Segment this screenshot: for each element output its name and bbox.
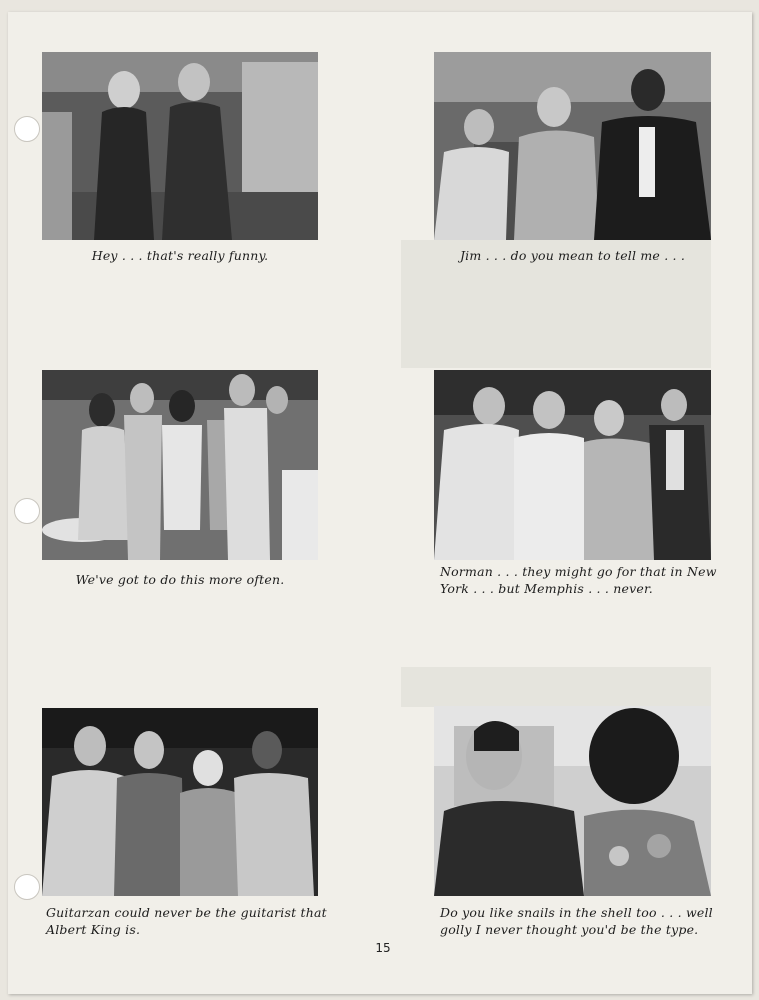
binder-hole-bottom — [14, 874, 40, 900]
binder-hole-middle — [14, 498, 40, 524]
photo-1 — [42, 52, 318, 240]
photo-2-caption — [434, 247, 711, 264]
caption-line: Jim . . . do you mean to tell me . . . — [459, 248, 686, 263]
photo-2 — [434, 52, 711, 240]
caption-line: York . . . but Memphis . . . never. — [440, 581, 653, 596]
caption-line: Albert King is. — [46, 922, 141, 937]
photo-4 — [434, 370, 711, 560]
caption-line: Norman . . . they might go for that in New — [440, 564, 717, 579]
photo-1-caption — [42, 247, 318, 264]
photo-3-caption — [42, 571, 318, 588]
caption-line: Do you like snails in the shell too . . . well — [440, 905, 713, 920]
photo-3 — [42, 370, 318, 560]
caption-line: golly I never thought you'd be the type. — [440, 922, 699, 937]
photo-6 — [434, 706, 711, 896]
bleed-through-right-bottom — [401, 667, 711, 707]
photo-5-caption — [46, 904, 336, 938]
page-number: 15 — [375, 941, 391, 955]
photo-5 — [42, 708, 318, 896]
caption-line: Guitarzan could never be the guitarist that — [46, 905, 327, 920]
caption-line: We've got to do this more often. — [75, 572, 285, 587]
caption-line: Hey . . . that's really funny. — [91, 248, 269, 263]
document-page — [8, 12, 752, 994]
photo-6-caption — [440, 904, 740, 938]
photo-4-caption — [440, 563, 720, 597]
binder-hole-top — [14, 116, 40, 142]
